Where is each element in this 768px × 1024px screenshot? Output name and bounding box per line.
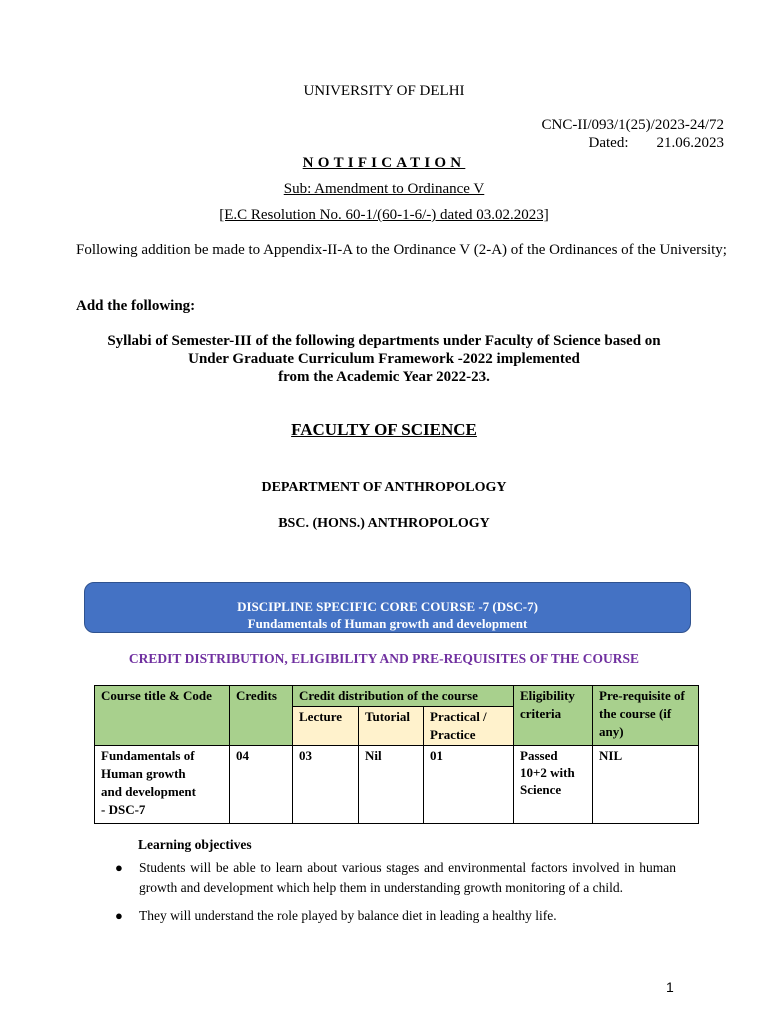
add-following-heading: Add the following: (76, 298, 196, 314)
syllabi-line: from the Academic Year 2022-23. (278, 369, 490, 385)
dated-label: Dated: (588, 135, 629, 151)
notification-title: NOTIFICATION (302, 155, 466, 171)
course-title-line: Fundamentals of (101, 748, 195, 763)
dated-value: 21.06.2023 (656, 135, 724, 151)
syllabi-line: Under Graduate Curriculum Framework -2022 implemented (188, 351, 580, 367)
programme-heading: BSC. (HONS.) ANTHROPOLOGY (278, 516, 490, 531)
list-item (112, 906, 676, 926)
university-name: UNIVERSITY OF DELHI (303, 83, 465, 99)
header-tutorial: Tutorial (359, 707, 424, 746)
objective-text: They will understand the role played by balance diet in leading a healthy life. (139, 908, 557, 923)
cell-tutorial: Nil (359, 746, 424, 824)
header-credit-distribution: Credit distribution of the course (293, 686, 514, 707)
learning-objectives-list (112, 858, 676, 935)
ec-resolution: [E.C Resolution No. 60-1/(60-1-6/-) dated 03.02.2023] (219, 207, 549, 223)
course-title-line: and development (101, 784, 196, 799)
header-lecture: Lecture (293, 707, 359, 746)
cell-credits: 04 (230, 746, 293, 824)
header-eligibility: Eligibility criteria (514, 686, 593, 746)
course-banner-subtitle: Fundamentals of Human growth and development (247, 616, 528, 631)
course-banner-title: DISCIPLINE SPECIFIC CORE COURSE -7 (DSC-7) (237, 599, 538, 614)
objective-text: Students will be able to learn about various stages and environmental factors involved in human growth and development which help them in understanding growth monitoring of a child. (139, 860, 676, 895)
credit-section-heading: CREDIT DISTRIBUTION, ELIGIBILITY AND PRE-REQUISITES OF THE COURSE (128, 651, 640, 666)
learning-objectives-title: Learning objectives (138, 837, 252, 852)
cell-eligibility: Passed 10+2 with Science (514, 746, 593, 824)
bullet-icon: ● (115, 908, 123, 923)
syllabi-statement (0, 332, 768, 386)
department-heading: DEPARTMENT OF ANTHROPOLOGY (261, 480, 507, 495)
header-credits: Credits (230, 686, 293, 746)
cell-course-title (95, 746, 230, 824)
cell-lecture: 03 (293, 746, 359, 824)
subject-line: Sub: Amendment to Ordinance V (283, 181, 485, 197)
reference-number: CNC-II/093/1(25)/2023-24/72 (541, 117, 724, 133)
reference-block (542, 116, 724, 152)
header-course-title: Course title & Code (95, 686, 230, 746)
table-row (95, 746, 699, 824)
header-prerequisite: Pre-requisite of the course (if any) (593, 686, 699, 746)
course-banner (84, 582, 691, 633)
list-item (112, 858, 676, 897)
syllabi-line: Syllabi of Semester-III of the following departments under Faculty of Science based on (107, 333, 661, 349)
bullet-icon: ● (115, 860, 123, 875)
course-title-line: Human growth (101, 766, 186, 781)
faculty-heading: FACULTY OF SCIENCE (291, 420, 477, 439)
course-title-line: - DSC-7 (101, 802, 146, 817)
cell-prerequisite: NIL (593, 746, 699, 824)
credit-table (94, 685, 699, 824)
cell-practical: 01 (424, 746, 514, 824)
intro-paragraph: Following addition be made to Appendix-II-A to the Ordinance V (2-A) of the Ordinances of the University; (76, 242, 727, 258)
page-number: 1 (666, 979, 674, 995)
header-practical: Practical / Practice (424, 707, 514, 746)
dated-line (542, 134, 724, 152)
